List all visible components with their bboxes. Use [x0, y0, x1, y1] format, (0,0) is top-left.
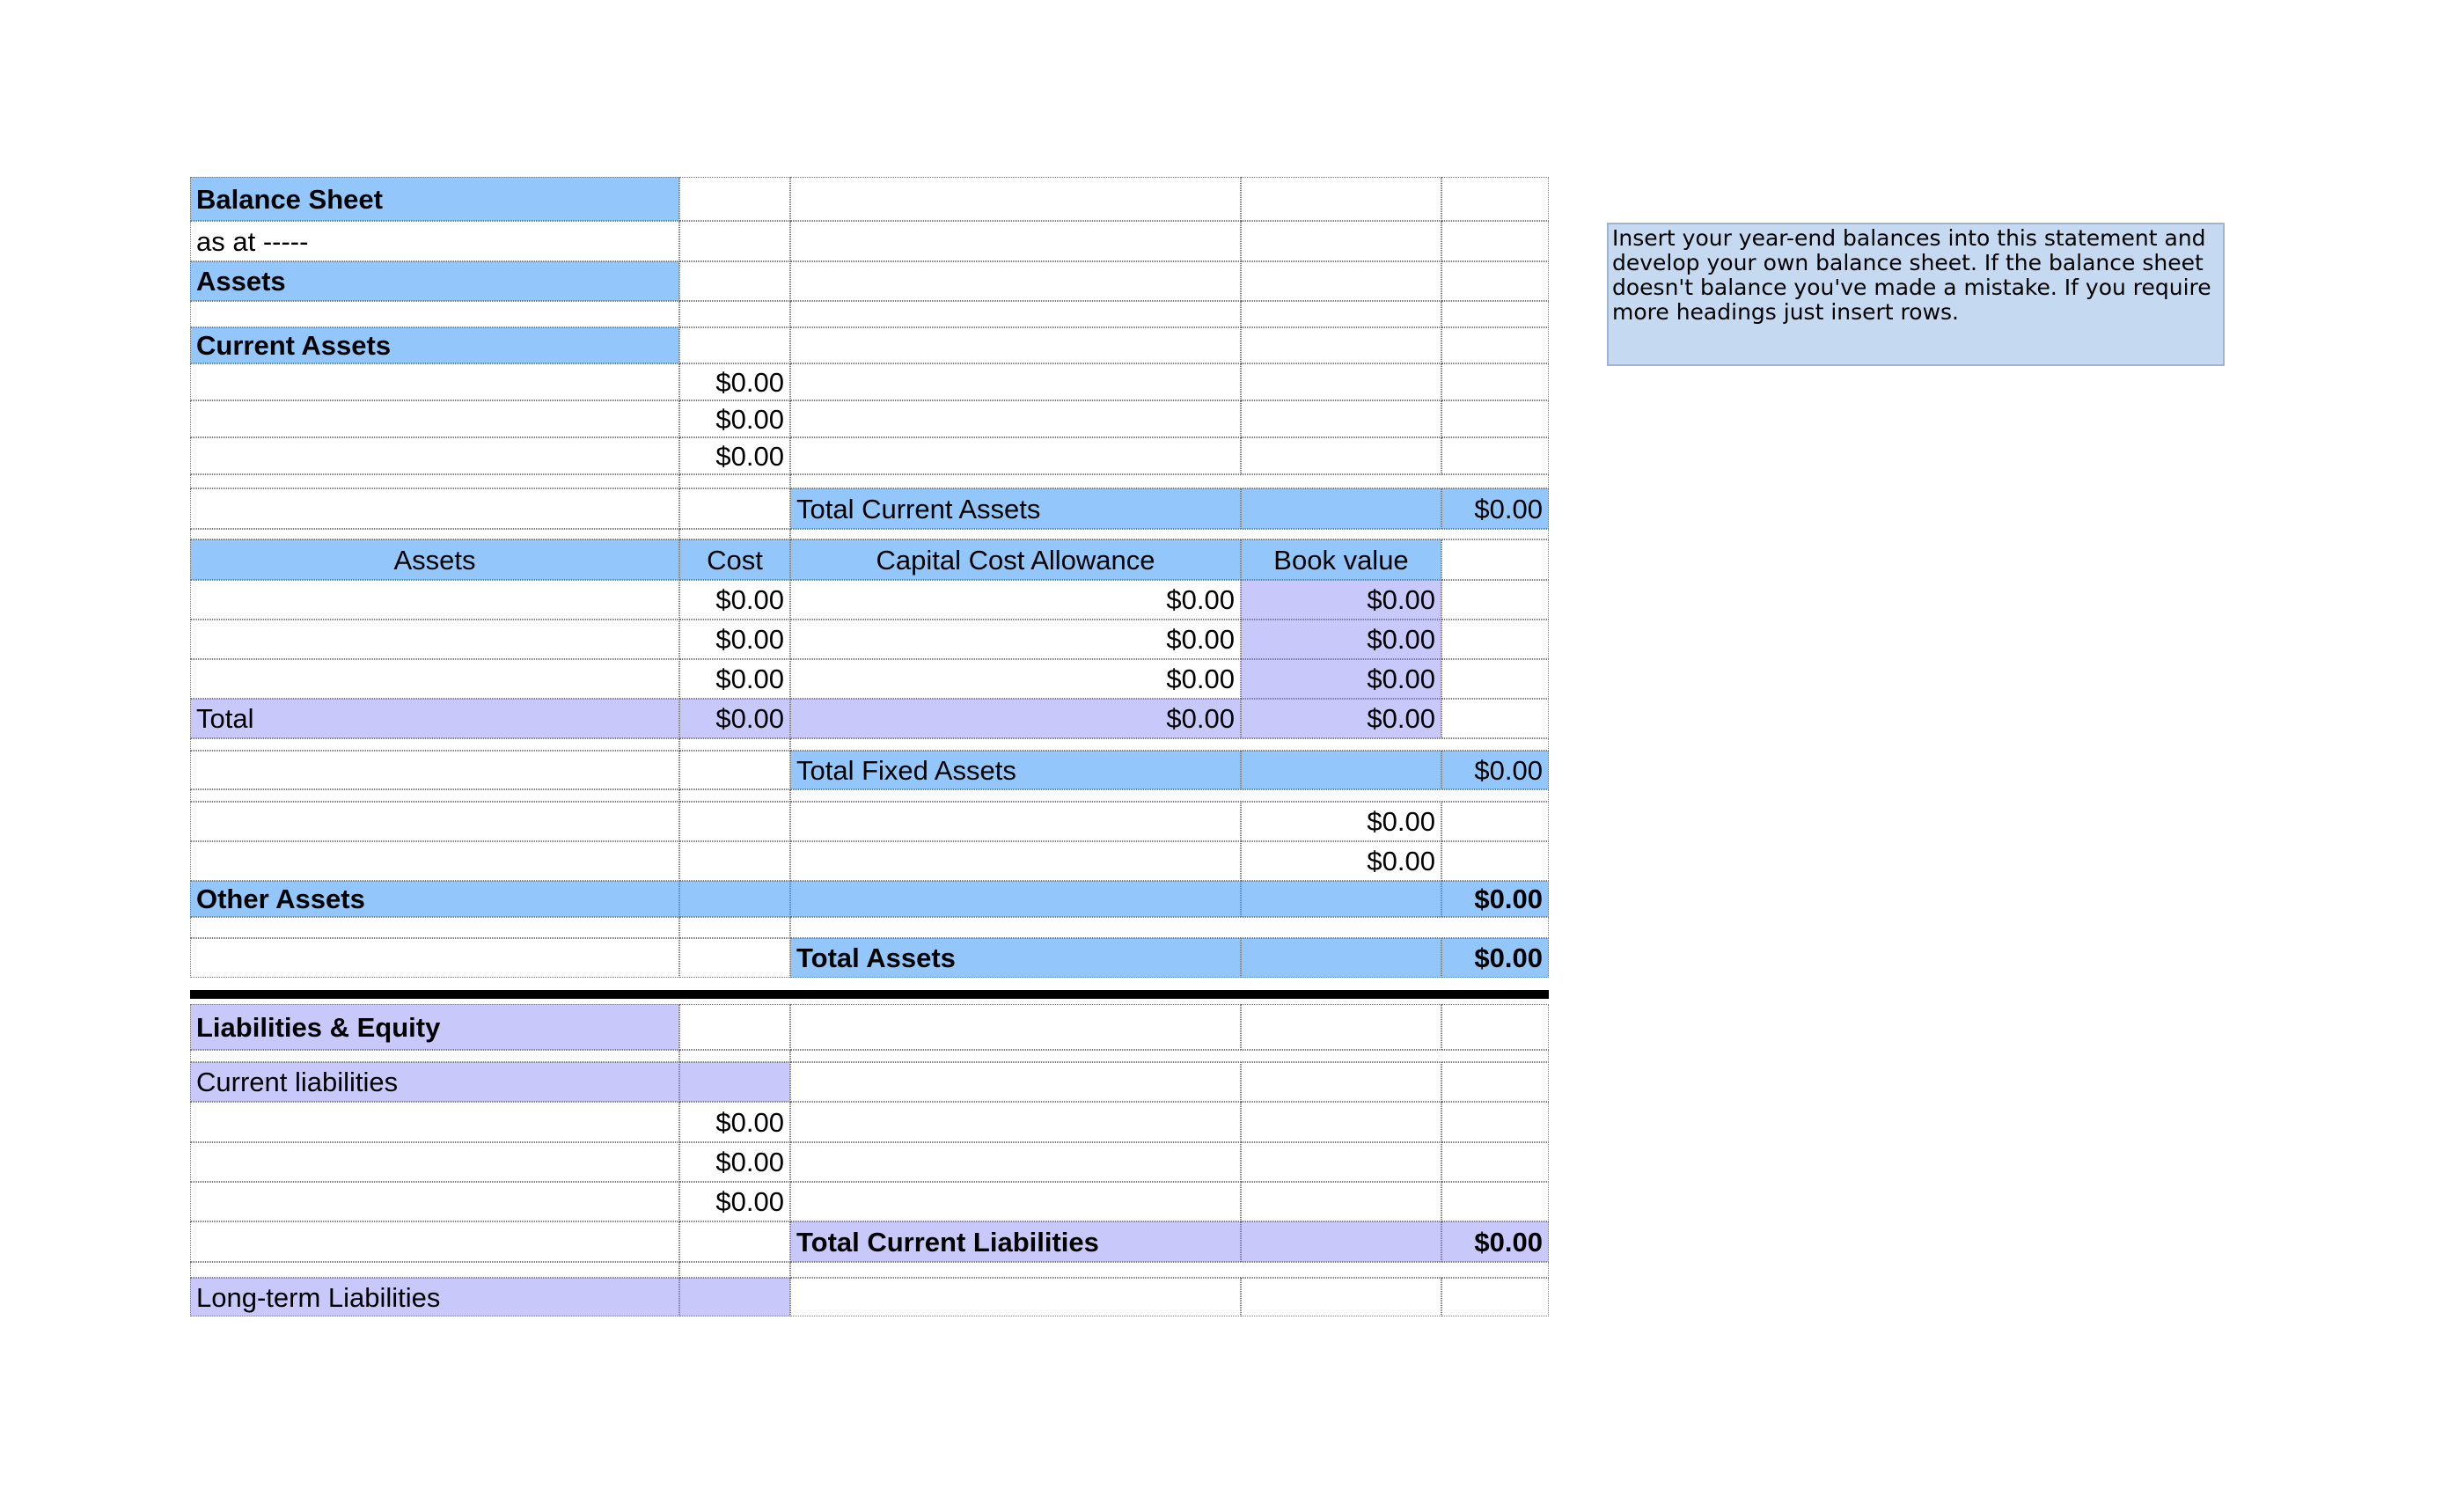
empty-cell[interactable]: [190, 938, 679, 978]
empty-cell[interactable]: [1241, 400, 1441, 437]
total-assets-label[interactable]: Total Assets: [790, 938, 1241, 978]
cost-column-header[interactable]: Cost: [679, 539, 790, 580]
current-liability-value[interactable]: $0.00: [679, 1182, 790, 1221]
empty-cell[interactable]: [1441, 301, 1549, 327]
empty-cell[interactable]: [679, 474, 790, 488]
empty-cell[interactable]: [679, 488, 790, 529]
empty-cell[interactable]: [790, 529, 1549, 539]
empty-cell[interactable]: [190, 529, 679, 539]
empty-cell[interactable]: [790, 881, 1241, 917]
fixed-book-value[interactable]: $0.00: [1241, 580, 1441, 620]
empty-cell[interactable]: [790, 301, 1241, 327]
empty-cell[interactable]: [190, 474, 679, 488]
empty-cell[interactable]: [1441, 1004, 1549, 1050]
liabilities-equity-heading[interactable]: Liabilities & Equity: [190, 1004, 679, 1050]
empty-cell[interactable]: [190, 802, 679, 841]
long-term-liabilities-heading[interactable]: Long-term Liabilities: [190, 1278, 679, 1316]
total-current-liabilities-label[interactable]: Total Current Liabilities: [790, 1221, 1241, 1262]
empty-cell[interactable]: [1241, 363, 1441, 400]
empty-cell[interactable]: [790, 261, 1241, 301]
empty-cell[interactable]: [1241, 488, 1441, 529]
empty-cell[interactable]: [679, 261, 790, 301]
empty-cell[interactable]: [190, 580, 679, 620]
fixed-book-value[interactable]: $0.00: [1241, 620, 1441, 659]
empty-cell[interactable]: [1241, 1102, 1441, 1142]
balance-sheet-grid: [190, 177, 1549, 1321]
fixed-cost-value[interactable]: $0.00: [679, 620, 790, 659]
total-assets-value[interactable]: $0.00: [1441, 938, 1549, 978]
empty-cell[interactable]: [790, 1004, 1241, 1050]
empty-cell[interactable]: [790, 1142, 1241, 1182]
fixed-assets-column-header[interactable]: Assets: [190, 539, 679, 580]
empty-cell[interactable]: [679, 1262, 790, 1278]
cca-column-header[interactable]: Capital Cost Allowance: [790, 539, 1241, 580]
other-assets-label[interactable]: Other Assets: [190, 881, 679, 917]
empty-cell[interactable]: [190, 789, 679, 802]
empty-cell[interactable]: [190, 1221, 679, 1262]
empty-cell[interactable]: [1241, 1182, 1441, 1221]
current-asset-value[interactable]: $0.00: [679, 400, 790, 437]
sheet-title[interactable]: Balance Sheet: [190, 177, 679, 221]
empty-cell[interactable]: [790, 1050, 1549, 1062]
empty-cell[interactable]: [1441, 1278, 1549, 1316]
empty-cell[interactable]: [790, 221, 1241, 261]
total-fixed-assets-value[interactable]: $0.00: [1441, 751, 1549, 789]
empty-cell[interactable]: [1441, 327, 1549, 363]
empty-cell[interactable]: [1441, 221, 1549, 261]
empty-cell[interactable]: [1241, 327, 1441, 363]
empty-cell[interactable]: [1241, 1062, 1441, 1102]
empty-cell[interactable]: [1441, 620, 1549, 659]
empty-cell[interactable]: [190, 1102, 679, 1142]
empty-cell[interactable]: [1241, 437, 1441, 474]
empty-cell[interactable]: [190, 738, 679, 751]
empty-cell[interactable]: [790, 400, 1241, 437]
empty-cell[interactable]: [790, 841, 1241, 881]
empty-cell[interactable]: [679, 1221, 790, 1262]
empty-cell[interactable]: [190, 751, 679, 789]
fixed-total-cca[interactable]: $0.00: [790, 699, 1241, 738]
empty-cell[interactable]: [790, 363, 1241, 400]
empty-cell[interactable]: [1241, 938, 1441, 978]
empty-cell[interactable]: [1241, 301, 1441, 327]
empty-cell[interactable]: [1441, 699, 1549, 738]
current-liability-value[interactable]: $0.00: [679, 1102, 790, 1142]
empty-cell[interactable]: [679, 1062, 790, 1102]
empty-cell[interactable]: [190, 1142, 679, 1182]
empty-cell[interactable]: [1441, 841, 1549, 881]
empty-cell[interactable]: [679, 1278, 790, 1316]
empty-cell[interactable]: [679, 789, 790, 802]
other-asset-value[interactable]: $0.00: [1241, 802, 1441, 841]
empty-cell[interactable]: [1441, 659, 1549, 699]
empty-cell[interactable]: [679, 917, 790, 938]
empty-cell[interactable]: [1441, 1062, 1549, 1102]
empty-cell[interactable]: [1441, 802, 1549, 841]
empty-cell[interactable]: [1441, 580, 1549, 620]
empty-cell[interactable]: [790, 1102, 1241, 1142]
instructions-comment-box[interactable]: Insert your year-end balances into this statement and develop your own balance sheet. If the balance sheet doesn't balance you've made a mistake. If you require more headings just insert rows.: [1607, 223, 2225, 366]
section-divider: [190, 990, 1549, 999]
empty-cell[interactable]: [679, 841, 790, 881]
fixed-total-book[interactable]: $0.00: [1241, 699, 1441, 738]
other-asset-value[interactable]: $0.00: [1241, 841, 1441, 881]
empty-cell[interactable]: [1441, 539, 1549, 580]
empty-cell[interactable]: [1441, 1102, 1549, 1142]
empty-cell[interactable]: [790, 1278, 1241, 1316]
empty-cell[interactable]: [1241, 751, 1441, 789]
current-assets-heading[interactable]: Current Assets: [190, 327, 679, 363]
total-current-assets-label[interactable]: Total Current Assets: [790, 488, 1241, 529]
empty-cell[interactable]: [679, 1004, 790, 1050]
as-at-date[interactable]: as at -----: [190, 221, 679, 261]
empty-cell[interactable]: [190, 1050, 679, 1062]
fixed-cost-value[interactable]: $0.00: [679, 659, 790, 699]
total-fixed-assets-label[interactable]: Total Fixed Assets: [790, 751, 1241, 789]
empty-cell[interactable]: [679, 177, 790, 221]
current-asset-value[interactable]: $0.00: [679, 363, 790, 400]
fixed-cost-value[interactable]: $0.00: [679, 580, 790, 620]
empty-cell[interactable]: [190, 1262, 679, 1278]
empty-cell[interactable]: [790, 1182, 1241, 1221]
empty-cell[interactable]: [190, 841, 679, 881]
empty-cell[interactable]: [1441, 400, 1549, 437]
empty-cell[interactable]: [790, 1062, 1241, 1102]
empty-cell[interactable]: [1441, 177, 1549, 221]
current-asset-value[interactable]: $0.00: [679, 437, 790, 474]
empty-cell[interactable]: [1441, 1182, 1549, 1221]
empty-cell[interactable]: [190, 659, 679, 699]
empty-cell[interactable]: [1441, 437, 1549, 474]
empty-cell[interactable]: [679, 802, 790, 841]
current-liability-value[interactable]: $0.00: [679, 1142, 790, 1182]
empty-cell[interactable]: [790, 802, 1241, 841]
empty-cell[interactable]: [190, 620, 679, 659]
fixed-total-label[interactable]: Total: [190, 699, 679, 738]
empty-cell[interactable]: [790, 177, 1241, 221]
fixed-total-cost[interactable]: $0.00: [679, 699, 790, 738]
empty-cell[interactable]: [190, 437, 679, 474]
empty-cell[interactable]: [190, 1182, 679, 1221]
empty-cell[interactable]: [790, 437, 1241, 474]
empty-cell[interactable]: [190, 301, 679, 327]
book-value-column-header[interactable]: Book value: [1241, 539, 1441, 580]
empty-cell[interactable]: [679, 301, 790, 327]
empty-cell[interactable]: [1241, 261, 1441, 301]
empty-cell[interactable]: [190, 363, 679, 400]
fixed-book-value[interactable]: $0.00: [1241, 659, 1441, 699]
empty-cell[interactable]: [1241, 1221, 1441, 1262]
empty-cell[interactable]: [679, 938, 790, 978]
total-current-liabilities-value[interactable]: $0.00: [1441, 1221, 1549, 1262]
empty-cell[interactable]: [190, 488, 679, 529]
empty-cell[interactable]: [1441, 261, 1549, 301]
empty-cell[interactable]: [790, 327, 1241, 363]
empty-cell[interactable]: [790, 917, 1549, 938]
empty-cell[interactable]: [790, 1262, 1549, 1278]
empty-cell[interactable]: [679, 327, 790, 363]
empty-cell[interactable]: [1241, 1142, 1441, 1182]
assets-heading[interactable]: Assets: [190, 261, 679, 301]
empty-cell[interactable]: [790, 738, 1549, 751]
empty-cell[interactable]: [679, 881, 790, 917]
empty-cell[interactable]: [679, 529, 790, 539]
empty-cell[interactable]: [790, 474, 1549, 488]
empty-cell[interactable]: [679, 221, 790, 261]
total-current-assets-value[interactable]: $0.00: [1441, 488, 1549, 529]
empty-cell[interactable]: [790, 789, 1549, 802]
empty-cell[interactable]: [1241, 1278, 1441, 1316]
other-assets-value[interactable]: $0.00: [1441, 881, 1549, 917]
empty-cell[interactable]: [679, 751, 790, 789]
empty-cell[interactable]: [190, 400, 679, 437]
empty-cell[interactable]: [1241, 221, 1441, 261]
empty-cell[interactable]: [1441, 363, 1549, 400]
empty-cell[interactable]: [679, 1050, 790, 1062]
fixed-cca-value[interactable]: $0.00: [790, 659, 1241, 699]
empty-cell[interactable]: [1441, 1142, 1549, 1182]
empty-cell[interactable]: [1241, 177, 1441, 221]
current-liabilities-heading[interactable]: Current liabilities: [190, 1062, 679, 1102]
fixed-cca-value[interactable]: $0.00: [790, 620, 1241, 659]
empty-cell[interactable]: [1241, 1004, 1441, 1050]
empty-cell[interactable]: [190, 917, 679, 938]
empty-cell[interactable]: [679, 738, 790, 751]
empty-cell[interactable]: [1241, 881, 1441, 917]
fixed-cca-value[interactable]: $0.00: [790, 580, 1241, 620]
